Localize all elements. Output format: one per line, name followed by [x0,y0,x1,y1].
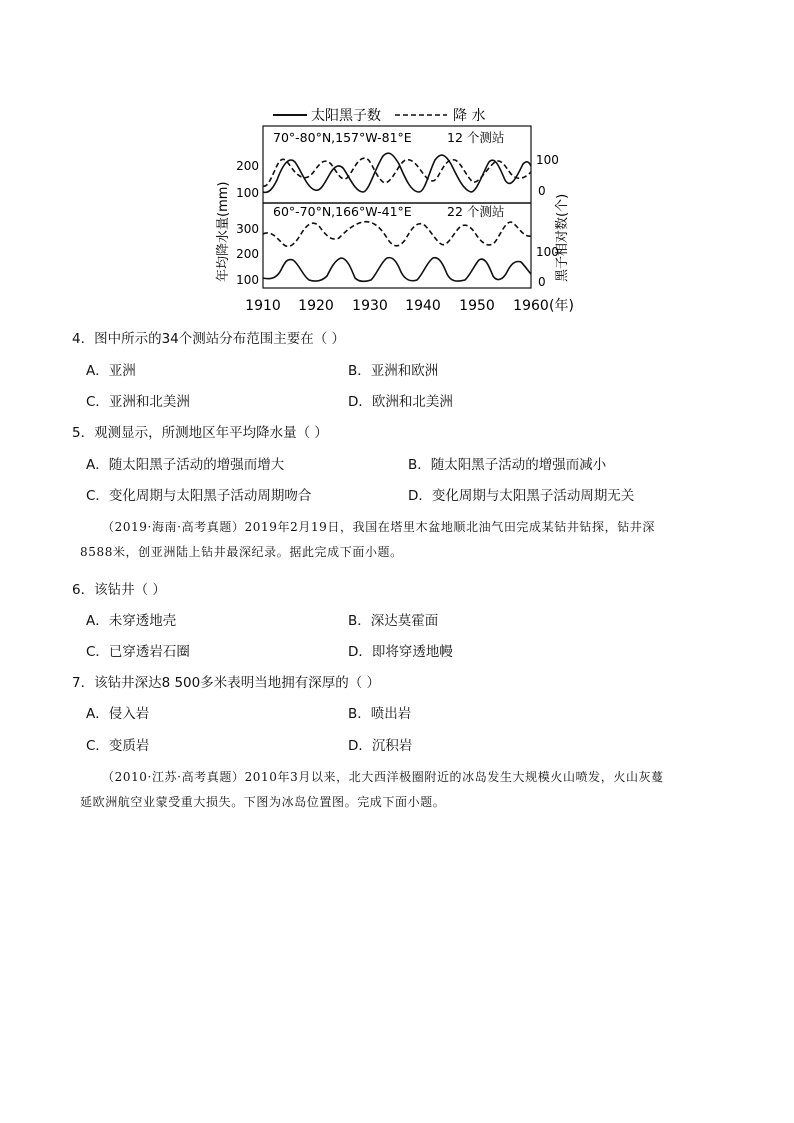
question-7-option-c[interactable]: C．变质岩 [86,738,150,754]
question-4-stem: 4．图中所示的34个测站分布范围主要在（ ） [72,331,346,347]
question-7-option-b[interactable]: B．喷出岩 [348,706,412,722]
figure-svg [215,102,585,316]
top-right-tick: 100 [536,153,559,167]
question-7-option-a[interactable]: A．侵入岩 [86,706,150,722]
question-5-option-c[interactable]: C．变化周期与太阳黑子活动周期吻合 [86,488,312,504]
question-6-stem: 6．该钻井（ ） [72,582,166,598]
x-tick: 1960 [513,298,549,314]
question-4-option-c[interactable]: C．亚洲和北美洲 [86,394,190,410]
question-4-option-a[interactable]: A．亚洲 [86,363,136,379]
x-tick: 1950 [459,298,495,314]
top-panel-label: 70°-80°N,157°W-81°E [273,130,412,145]
top-sunspot-curve [263,153,531,192]
x-tick: 1940 [405,298,441,314]
question-6-option-d[interactable]: D．即将穿透地幔 [348,644,453,660]
bottom-right-tick: 0 [538,275,546,289]
question-6-option-c[interactable]: C．已穿透岩石圈 [86,644,190,660]
question-5-option-b[interactable]: B．随太阳黑子活动的增强而减小 [408,457,607,473]
question-5-option-a[interactable]: A．随太阳黑子活动的增强而增大 [86,457,285,473]
top-panel-stations: 12 个测站 [447,130,505,145]
sunspot-precipitation-figure [215,102,585,316]
left-axis-label: 年均降水量(mm) [216,181,231,282]
question-5-stem: 5．观测显示，所测地区年平均降水量（ ） [72,425,328,441]
legend-solid-label: 太阳黑子数 [311,108,381,124]
legend-dashed-label: 降 水 [453,108,486,124]
bottom-left-tick: 100 [236,273,259,287]
x-tick: 1930 [352,298,388,314]
x-tick: 1920 [298,298,334,314]
passage-line: 延欧洲航空业蒙受重大损失。下图为冰岛位置图。完成下面小题。 [80,795,446,809]
x-unit-label: (年) [549,298,574,314]
bottom-panel-stations: 22 个测站 [447,204,505,219]
passage-line: （2010·江苏·高考真题）2010年3月以来，北大西洋极圈附近的冰岛发生大规模火山喷发，火山灰蔓 [102,770,664,784]
bottom-precipitation-curve [263,222,531,247]
passage-line: （2019·海南·高考真题）2019年2月19日，我国在塔里木盆地顺北油气田完成某钻井钻探，钻井深 [102,520,656,534]
x-tick: 1910 [245,298,281,314]
bottom-left-tick: 200 [236,247,259,261]
bottom-left-tick: 300 [236,222,259,236]
passage-line: 8588米，创亚洲陆上钻井最深纪录。据此完成下面小题。 [80,545,403,559]
bottom-right-tick: 100 [536,245,559,259]
bottom-panel-label: 60°-70°N,166°W-41°E [273,204,412,219]
question-6-option-b[interactable]: B．深达莫霍面 [348,613,439,629]
question-4-option-b[interactable]: B．亚洲和欧洲 [348,363,439,379]
question-5-option-d[interactable]: D．变化周期与太阳黑子活动周期无关 [408,488,635,504]
passage-jiangsu-2010 [80,765,720,815]
bottom-sunspot-curve [263,258,531,282]
question-4-option-d[interactable]: D．欧洲和北美洲 [348,394,453,410]
top-left-tick: 200 [236,159,259,173]
passage-hainan-2019 [80,515,720,565]
question-7-option-d[interactable]: D．沉积岩 [348,738,413,754]
right-axis-label: 黑子相对数(个) [555,193,570,282]
top-left-tick: 100 [236,186,259,200]
question-7-stem: 7．该钻井深达8 500多米表明当地拥有深厚的（ ） [72,675,381,691]
top-right-tick: 0 [538,184,546,198]
question-6-option-a[interactable]: A．未穿透地壳 [86,613,177,629]
